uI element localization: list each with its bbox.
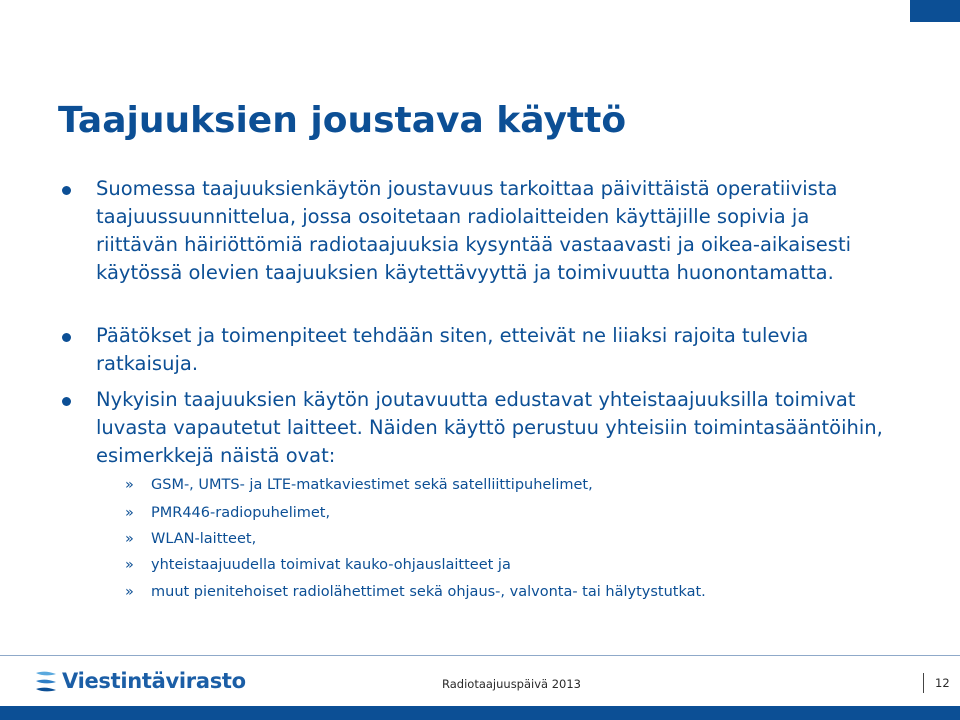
sub-bullet-item <box>125 584 706 600</box>
bottom-bar <box>0 706 960 720</box>
bullet-item: Nykyisin taajuuksien käytön joutavuutta edustavat yhteistaajuuksilla toimivat luvasta vapautetut laitteet. Näiden käyttö perustuu yhteisiin toimintasääntöihin, esimerkkejä näistä ovat: <box>96 388 883 467</box>
slide-title: Taajuuksien joustava käyttö <box>58 100 627 141</box>
sub-bullet-text: muut pienitehoiset radiolähettimet sekä ohjaus-, valvonta- tai hälytystutkat. <box>151 584 706 600</box>
sub-bullet-marker-icon: » <box>125 531 134 547</box>
sub-bullet-marker-icon: » <box>125 477 134 493</box>
sub-bullet-marker-icon: » <box>125 584 134 600</box>
logo-text: Viestintävirasto <box>62 669 246 693</box>
sub-bullet-item <box>125 531 256 547</box>
sub-bullet-marker-icon: » <box>125 557 134 573</box>
footer-divider <box>0 655 960 656</box>
sub-bullet-text: GSM-, UMTS- ja LTE-matkaviestimet sekä satelliittipuhelimet, <box>151 477 593 493</box>
sub-bullet-item <box>125 477 593 493</box>
sub-bullet-item <box>125 505 330 521</box>
sub-bullet-text: yhteistaajuudella toimivat kauko-ohjauslaitteet ja <box>151 557 511 573</box>
sub-bullet-text: WLAN-laitteet, <box>151 531 257 547</box>
bullet-dot-icon <box>62 333 71 342</box>
sub-bullet-text: PMR446-radiopuhelimet, <box>151 505 331 521</box>
page-number: 12 <box>935 676 950 690</box>
sub-bullet-marker-icon: » <box>125 505 134 521</box>
bullet-item: Suomessa taajuuksienkäytön joustavuus tarkoittaa päivittäistä operatiivista taajuussuunnittelua, jossa osoitetaan radiolaitteiden käyttäjille sopivia ja riittävän häiriöttömiä radiotaajuuksia kysyntää vastaavasti ja oikea-aikaisesti käytössä olevien taajuuksien käytettävyyttä ja toimivuutta huonontamatta. <box>96 177 852 284</box>
bullet-item: Päätökset ja toimenpiteet tehdään siten, etteivät ne liiaksi rajoita tulevia ratkaisuja. <box>96 324 809 375</box>
footer-event-name: Radiotaajuuspäivä 2013 <box>442 677 581 691</box>
sub-bullet-item <box>125 557 511 573</box>
bullet-dot-icon <box>62 186 71 195</box>
viestintavirasto-logo-icon <box>34 669 58 697</box>
bullet-dot-icon <box>62 397 71 406</box>
footer-separator <box>923 673 924 693</box>
